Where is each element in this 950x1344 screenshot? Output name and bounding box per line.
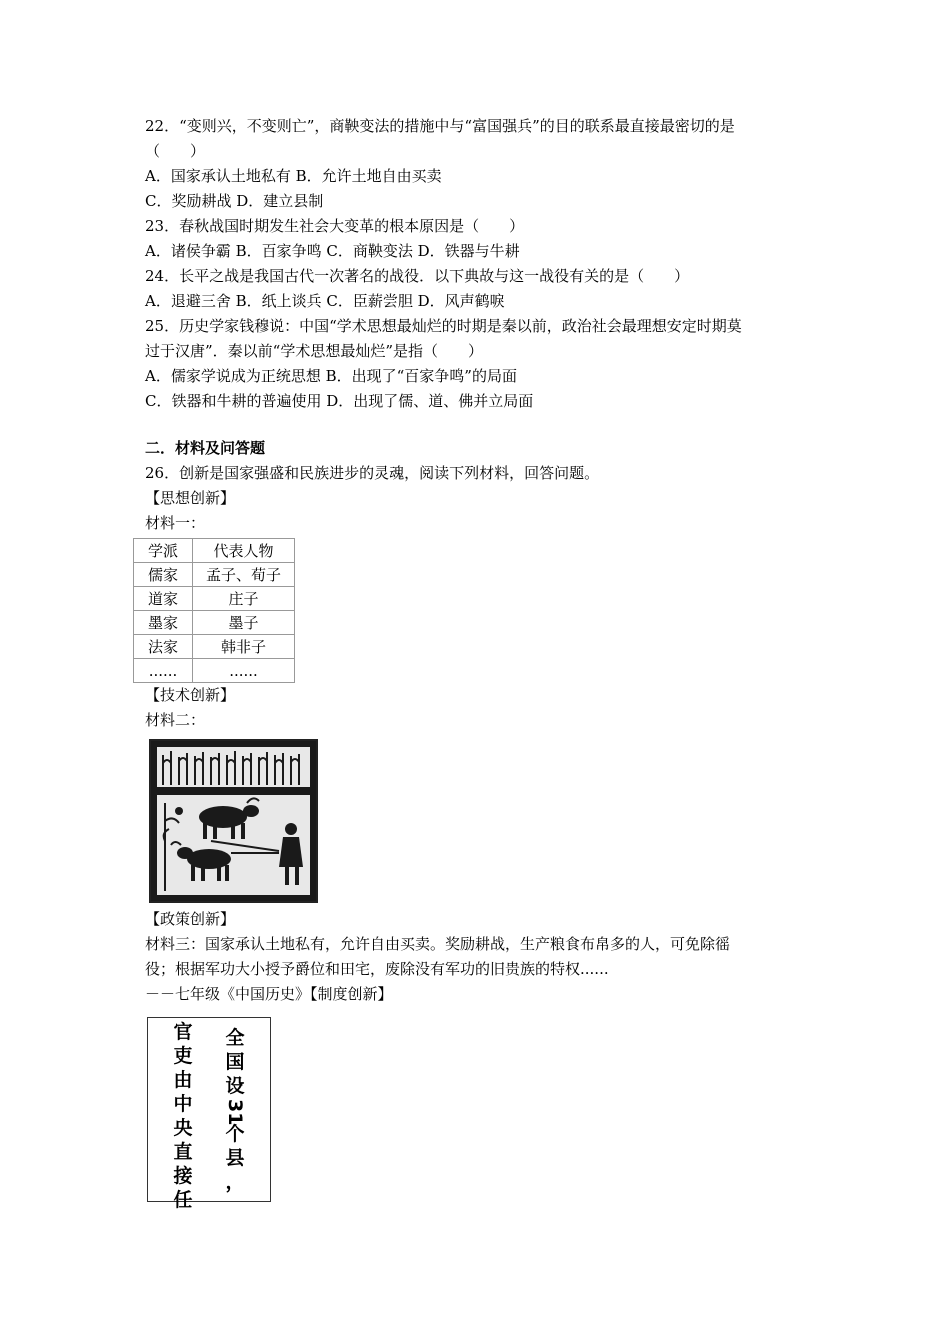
table-cell: 墨家 xyxy=(134,611,193,635)
table-row xyxy=(134,611,295,635)
question-25-options-1: A．儒家学说成为正统思想 B．出现了“百家争鸣”的局面 xyxy=(145,367,517,385)
material-3-line-1: 材料三：国家承认土地私有，允许自由买卖。奖励耕战，生产粮食布帛多的人，可免除徭 xyxy=(145,935,731,953)
document-page xyxy=(145,114,815,1211)
table-row xyxy=(134,587,295,611)
box-char: 直 xyxy=(173,1141,193,1163)
question-25-stem: 25．历史学家钱穆说：中国“学术思想最灿烂的时期是秦以前，政治社会最理想安定时期莫 xyxy=(145,317,742,335)
ox-plowing-stone-relief-icon xyxy=(149,739,318,903)
question-26-intro: 26．创新是国家强盛和民族进步的灵魂，阅读下列材料，回答问题。 xyxy=(145,464,600,482)
tech-innovation-heading: 【技术创新】 xyxy=(145,686,236,704)
box-char: 接 xyxy=(173,1165,193,1187)
material-1-label: 材料一： xyxy=(145,514,206,532)
question-25-options-2: C．铁器和牛耕的普遍使用 D．出现了儒、道、佛并立局面 xyxy=(145,392,534,410)
table-cell: ...... xyxy=(193,659,295,683)
box-char: 吏 xyxy=(173,1045,193,1067)
box-column-left xyxy=(172,1020,194,1212)
table-row xyxy=(134,659,295,683)
question-23-options: A．诸侯争霸 B．百家争鸣 C．商鞅变法 D．铁器与牛耕 xyxy=(145,242,520,260)
table-header-row xyxy=(134,539,295,563)
box-char: 县 xyxy=(225,1147,245,1169)
table-cell: 道家 xyxy=(134,587,193,611)
table-cell: 孟子、荀子 xyxy=(193,563,295,587)
box-char: 全 xyxy=(225,1027,245,1049)
table-cell: 法家 xyxy=(134,635,193,659)
box-char: 个 xyxy=(225,1123,245,1145)
question-25-stem-cont: 过于汉唐”．秦以前“学术思想最灿烂”是指（ ） xyxy=(145,342,484,360)
box-char: 官 xyxy=(173,1021,193,1043)
table-cell: 墨子 xyxy=(193,611,295,635)
table-cell: 儒家 xyxy=(134,563,193,587)
question-22-options-2: C．奖励耕战 D．建立县制 xyxy=(145,192,324,210)
table-cell: ...... xyxy=(134,659,193,683)
box-char: 由 xyxy=(173,1069,193,1091)
schools-table xyxy=(133,538,295,683)
policy-innovation-heading: 【政策创新】 xyxy=(145,910,236,928)
question-24-options: A．退避三舍 B．纸上谈兵 C．臣薪尝胆 D．风声鹤唳 xyxy=(145,292,505,310)
box-char: 任 xyxy=(173,1189,193,1211)
source-line: －－七年级《中国历史》【制度创新】 xyxy=(145,985,393,1003)
question-24-stem: 24．长平之战是我国古代一次著名的战役．以下典故与这一战役有关的是（ ） xyxy=(145,267,690,285)
section-2-title: 二．材料及问答题 xyxy=(145,439,266,457)
county-system-box xyxy=(147,1017,271,1211)
question-23-stem: 23．春秋战国时期发生社会大变革的根本原因是（ ） xyxy=(145,217,525,235)
question-22-stem-cont: （ ） xyxy=(145,142,206,160)
table-header-cell: 学派 xyxy=(134,539,193,563)
box-char: 31 xyxy=(224,1099,246,1126)
table-cell: 韩非子 xyxy=(193,635,295,659)
question-22-stem: 22．“变则兴，不变则亡”，商鞅变法的措施中与“富国强兵”的目的联系最直接最密切的是 xyxy=(145,117,735,135)
table-row xyxy=(134,635,295,659)
box-char: 中 xyxy=(173,1093,193,1115)
box-char: 国 xyxy=(225,1051,245,1073)
material-3-line-2: 役；根据军功大小授予爵位和田宅，废除没有军功的旧贵族的特权...... xyxy=(145,960,609,978)
box-char: ， xyxy=(225,1171,245,1193)
material-2-label: 材料二： xyxy=(145,711,206,729)
box-char: 设 xyxy=(225,1075,245,1097)
table-cell: 庄子 xyxy=(193,587,295,611)
table-header-cell: 代表人物 xyxy=(193,539,295,563)
box-column-right xyxy=(224,1026,246,1194)
table-row xyxy=(134,563,295,587)
question-22-options-1: A．国家承认土地私有 B．允许土地自由买卖 xyxy=(145,167,442,185)
box-char: 央 xyxy=(173,1117,193,1139)
thought-innovation-heading: 【思想创新】 xyxy=(145,489,236,507)
